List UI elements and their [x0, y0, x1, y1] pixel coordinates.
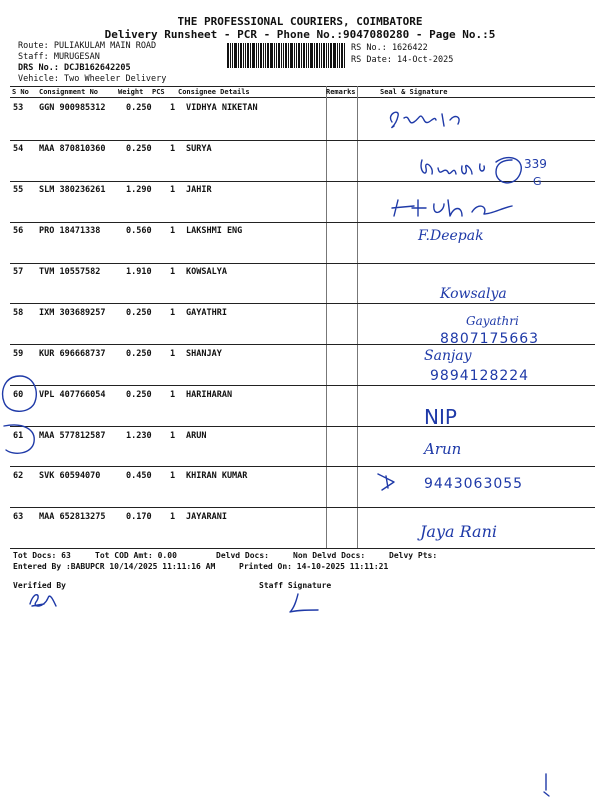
row-consignee: GAYATHRI	[186, 308, 227, 318]
col-consignment: Consignment No	[39, 88, 99, 96]
col-signature: Seal & Signature	[380, 88, 448, 96]
row-consignment: MAA 577812587	[39, 431, 106, 441]
signature-row-53	[384, 104, 474, 134]
verified-by-signature	[26, 588, 60, 610]
col-remarks: Remarks	[326, 88, 356, 96]
row-consignment: SVK 60594070	[39, 471, 101, 481]
signature-row-63: Jaya Rani	[420, 522, 497, 541]
row-consignee: SURYA	[186, 144, 212, 154]
signature-row-58: Gayathri	[466, 314, 519, 328]
row-pcs: 1	[170, 185, 176, 195]
row-sno: 54	[13, 144, 24, 154]
barcode	[227, 43, 348, 68]
row-pcs: 1	[170, 267, 176, 277]
row-weight: 0.250	[126, 103, 152, 113]
row-consignee: LAKSHMI ENG	[186, 226, 243, 236]
circle-mark-61	[0, 420, 40, 460]
row-consignment: PRO 18471338	[39, 226, 101, 236]
row-separator	[10, 466, 595, 467]
row-sno: 57	[13, 267, 24, 277]
row-weight: 0.250	[126, 390, 152, 400]
table-top-rule	[10, 86, 595, 87]
route-label: Route: PULIAKULAM MAIN ROAD	[18, 41, 157, 51]
row-separator	[10, 507, 595, 508]
phone-row-58: 8807175663	[440, 331, 540, 347]
row-consignee: VIDHYA NIKETAN	[186, 103, 258, 113]
row-sno: 61	[13, 431, 24, 441]
row-weight: 1.910	[126, 267, 152, 277]
col-sno: S No	[12, 88, 29, 96]
staff-label: Staff: MURUGESAN	[18, 52, 100, 62]
row-consignment: GGN 900985312	[39, 103, 106, 113]
row-consignment: TVM 10557582	[39, 267, 101, 277]
total-docs: Tot Docs: 63	[13, 551, 71, 560]
row-weight: 0.560	[126, 226, 152, 236]
row-pcs: 1	[170, 390, 176, 400]
row-consignee: KOWSALYA	[186, 267, 227, 277]
row-consignment: KUR 696668737	[39, 349, 106, 359]
row-pcs: 1	[170, 103, 176, 113]
runsheet-subtitle: Delivery Runsheet - PCR - Phone No.:9047080280 - Page No.:5	[104, 28, 496, 41]
company-title: THE PROFESSIONAL COURIERS, COIMBATORE	[177, 15, 423, 28]
row-sno: 53	[13, 103, 24, 113]
remarks-column-line	[326, 86, 327, 548]
row-consignee: ARUN	[186, 431, 207, 441]
row-consignee: JAYARANI	[186, 512, 227, 522]
row-weight: 1.230	[126, 431, 152, 441]
row-consignee: SHANJAY	[186, 349, 222, 359]
row-sno: 59	[13, 349, 24, 359]
row-weight: 0.170	[126, 512, 152, 522]
row-pcs: 1	[170, 431, 176, 441]
verified-by-label: Verified By	[13, 581, 66, 590]
nip-remark-row-60: NIP	[424, 405, 457, 429]
col-weight: Weight	[118, 88, 144, 96]
row-separator	[10, 385, 595, 386]
row-separator	[10, 263, 595, 264]
row-pcs: 1	[170, 308, 176, 318]
printed-on: Printed On: 14-10-2025 11:11:21	[239, 562, 389, 571]
row-sno: 55	[13, 185, 24, 195]
drs-number: DRS No.: DCJB162642205	[18, 63, 131, 73]
row-consignment: IXM 303689257	[39, 308, 106, 318]
row-separator	[10, 140, 595, 141]
delivery-points: Delvy Pts:	[389, 551, 438, 560]
rs-number: RS No.: 1626422	[351, 43, 428, 53]
signature-row-59: Sanjay	[424, 348, 472, 364]
row-consignment: VPL 407766054	[39, 390, 106, 400]
row-sno: 60	[13, 390, 24, 400]
row-consignee: JAHIR	[186, 185, 212, 195]
row-consignee: HARIHARAN	[186, 390, 233, 400]
signature-row-56: F.Deepak	[418, 228, 484, 244]
staff-signature-label: Staff Signature	[259, 581, 332, 590]
handwritten-339: 339	[524, 157, 547, 171]
col-pcs: PCS	[152, 88, 165, 96]
row-weight: 0.250	[126, 144, 152, 154]
stray-pen-mark	[540, 772, 554, 798]
staff-signature-mark	[284, 592, 324, 616]
delivered-docs: Delvd Docs:	[216, 551, 269, 560]
total-cod-amount: Tot COD Amt: 0.00	[95, 551, 177, 560]
signature-column-line	[357, 86, 358, 548]
non-delivered-docs: Non Delvd Docs:	[293, 551, 366, 560]
phone-row-62: 9443063055	[424, 476, 524, 492]
table-bottom-rule	[10, 548, 595, 549]
row-consignee: KHIRAN KUMAR	[186, 471, 248, 481]
row-weight: 0.250	[126, 349, 152, 359]
row-pcs: 1	[170, 512, 176, 522]
row-sno: 56	[13, 226, 24, 236]
signature-row-55	[388, 192, 528, 224]
row-separator	[10, 303, 595, 304]
handwritten-g: G	[533, 175, 542, 188]
row-weight: 0.250	[126, 308, 152, 318]
row-separator	[10, 426, 595, 427]
rs-date: RS Date: 14-Oct-2025	[351, 55, 454, 65]
row-sno: 63	[13, 512, 24, 522]
row-consignment: MAA 652813275	[39, 512, 106, 522]
row-pcs: 1	[170, 471, 176, 481]
row-pcs: 1	[170, 144, 176, 154]
phone-row-59: 9894128224	[430, 368, 530, 384]
row-weight: 0.450	[126, 471, 152, 481]
entered-by: Entered By :BABUPCR 10/14/2025 11:11:16 AM	[13, 562, 216, 571]
row-consignment: MAA 870810360	[39, 144, 106, 154]
tick-mark-row-62	[376, 470, 398, 494]
header-bottom-rule	[10, 97, 595, 98]
col-consignee: Consignee Details	[178, 88, 250, 96]
signature-row-61: Arun	[424, 440, 462, 458]
row-pcs: 1	[170, 349, 176, 359]
vehicle-label: Vehicle: Two Wheeler Delivery	[18, 74, 167, 84]
row-weight: 1.290	[126, 185, 152, 195]
row-consignment: SLM 380236261	[39, 185, 106, 195]
row-pcs: 1	[170, 226, 176, 236]
signature-row-54	[416, 152, 536, 194]
row-sno: 62	[13, 471, 24, 481]
signature-row-57: Kowsalya	[440, 286, 507, 302]
row-sno: 58	[13, 308, 24, 318]
